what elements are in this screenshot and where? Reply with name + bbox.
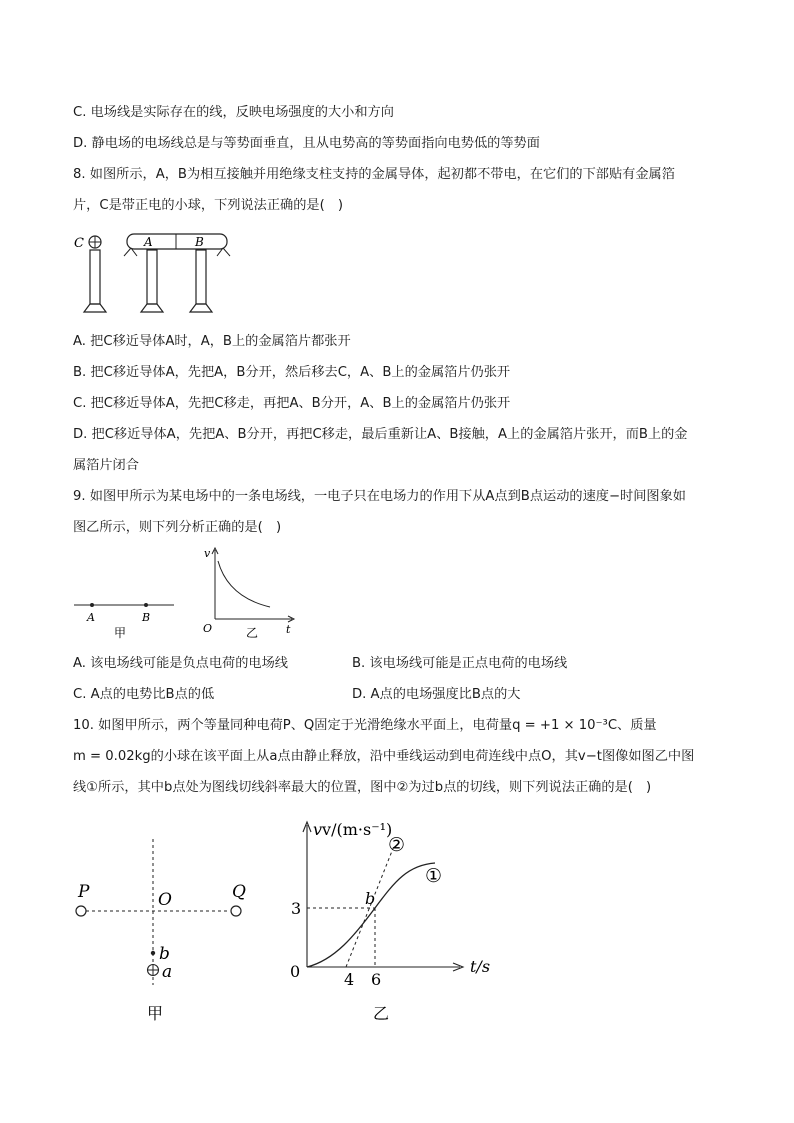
- q9-option-a: A. 该电场线可能是负点电荷的电场线: [73, 656, 288, 671]
- q9-caption-yi: 乙: [246, 626, 259, 640]
- q10-curve-label-1: ①: [425, 865, 443, 887]
- q10-label-p: P: [78, 882, 90, 902]
- q10-y-tick-3: 3: [291, 899, 302, 918]
- q8-stem-line1: 8. 如图所示，A，B为相互接触并用绝缘支柱支持的金属导体，起初都不带电，在它们的下部贴有金属箔: [73, 167, 675, 182]
- charge-p: [76, 906, 86, 916]
- velocity-curve-1: [307, 863, 435, 967]
- q10-x-tick-4: 4: [344, 970, 355, 989]
- q10-stem-line3: 线①所示，其中b点处为图线切线斜率最大的位置，图中②为过b点的切线，则下列说法正确的是( ): [73, 780, 652, 795]
- q10-x-tick-6: 6: [371, 970, 382, 989]
- q10-curve-label-2: ②: [388, 834, 406, 856]
- q8-label-a: A: [144, 235, 153, 249]
- point-b-dot: [144, 603, 148, 607]
- q9-label-b: B: [142, 611, 151, 624]
- q10-v-unit: v/(m·s⁻¹): [322, 820, 393, 839]
- q8-option-a: A. 把C移近导体A时，A，B上的金属箔片都张开: [73, 334, 351, 349]
- q9-option-c: C. A点的电势比B点的低: [73, 687, 215, 702]
- point-a-dot: [90, 603, 94, 607]
- q10-point-b-label: b: [365, 889, 376, 908]
- q8-option-c: C. 把C移近导体A，先把C移走，再把A、B分开，A、B上的金属箔片仍张开: [73, 396, 511, 411]
- q7-option-c: C. 电场线是实际存在的线，反映电场强度的大小和方向: [73, 105, 394, 120]
- q8-label-c: C: [74, 236, 84, 251]
- point-b: [151, 951, 155, 955]
- q9-axis-v: v: [204, 547, 211, 560]
- q10-figure-jia: [70, 835, 270, 1030]
- q8-option-b: B. 把C移近导体A，先把A，B分开，然后移去C，A、B上的金属箔片仍张开: [73, 365, 511, 380]
- q10-origin-0: 0: [290, 962, 301, 981]
- conductor-ab: [127, 234, 227, 249]
- q10-figure-yi: [280, 815, 500, 1030]
- q8-figure: [70, 228, 240, 316]
- q10-stem-line2: m = 0.02kg的小球在该平面上从a点由静止释放，沿中垂线运动到电荷连线中点O，其v−t图像如图乙中图: [73, 749, 695, 764]
- q9-caption-jia: 甲: [114, 626, 127, 640]
- q8-stem-line2: 片，C是带正电的小球，下列说法正确的是( ): [73, 198, 344, 213]
- q10-label-q: Q: [232, 882, 246, 902]
- q9-option-b: B. 该电场线可能是正点电荷的电场线: [352, 656, 568, 671]
- velocity-curve: [218, 561, 270, 607]
- q10-t-label: t/s: [470, 957, 491, 976]
- q9-axis-t: t: [286, 623, 291, 636]
- q10-caption-yi: 乙: [373, 1004, 390, 1023]
- q9-origin: O: [203, 622, 213, 635]
- q10-label-a: a: [162, 962, 173, 982]
- q7-option-d: D. 静电场的电场线总是与等势面垂直，且从电势高的等势面指向电势低的等势面: [73, 136, 540, 151]
- q10-label-o: O: [158, 890, 172, 910]
- q10-label-b: b: [159, 944, 170, 964]
- q9-figure: [70, 545, 310, 645]
- q9-option-d: D. A点的电场强度比B点的大: [352, 687, 521, 702]
- q9-stem-line2: 图乙所示，则下列分析正确的是( ): [73, 520, 282, 535]
- q10-stem-line1: 10. 如图甲所示，两个等量同种电荷P、Q固定于光滑绝缘水平面上，电荷量q = +1 × 10⁻³C、质量: [73, 718, 657, 733]
- charge-q: [231, 906, 241, 916]
- q8-option-d-line1: D. 把C移近导体A，先把A、B分开，再把C移走，最后重新让A、B接触，A上的金属箔片张开，而B上的金: [73, 427, 688, 442]
- q10-v-label: vv/(m·s⁻¹): [313, 820, 393, 839]
- q9-label-a: A: [87, 611, 95, 624]
- q8-option-d-line2: 属箔片闭合: [73, 458, 139, 473]
- q8-label-b: B: [195, 235, 204, 249]
- q9-stem-line1: 9. 如图甲所示为某电场中的一条电场线，一电子只在电场力的作用下从A点到B点运动的速度−时间图象如: [73, 489, 686, 504]
- q10-caption-jia: 甲: [147, 1004, 164, 1023]
